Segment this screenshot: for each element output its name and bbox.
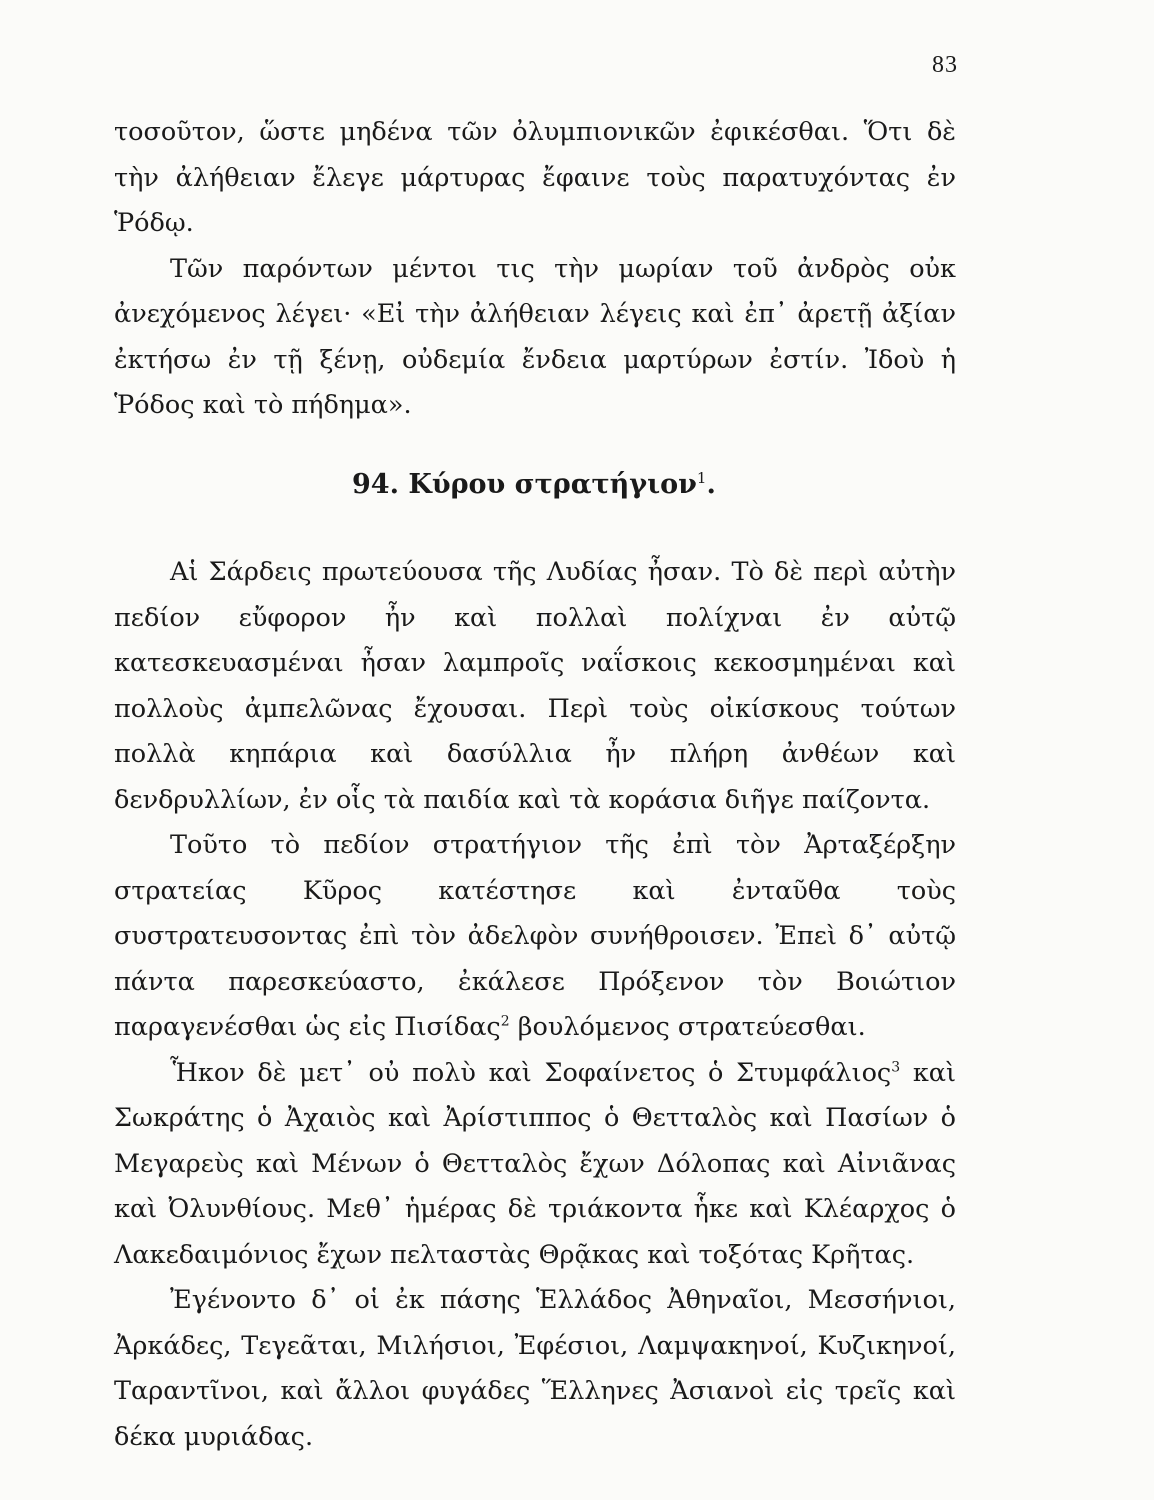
bottom-text-block (114, 550, 956, 1460)
section-heading (352, 458, 716, 505)
paragraph-sardis: Αἱ Σάρδεις πρωτεύουσα τῆς Λυδίας ἦσαν. Τὸ δὲ περὶ αὐτὴν πεδίον εὔφορον ἦν καὶ πολλαὶ πολίχναι ἐν αὐτῷ κατεσκευασμέναι ἦσαν λαμπροῖς ναΐσκοις κεκοσμημέναι καὶ πολλοὺς ἀμπελῶνας ἔχουσαι. Περὶ τοὺς οἰκίσκους τούτων πολλὰ κηπάρια καὶ δασύλλια ἦν πλήρη ἀνθέων καὶ δενδρυλλίων, ἐν οἷς τὰ παιδία καὶ τὰ κοράσια διῆγε παίζοντα. (114, 557, 956, 815)
paragraph-rhodes-reply: Τῶν παρόντων μέντοι τις τὴν μωρίαν τοῦ ἀνδρὸς οὐκ ἀνεχόμενος λέγει· «Εἰ τὴν ἀλήθειαν λέγεις καὶ ἐπ᾽ ἀρετῇ ἀξίαν ἐκτήσω ἐν τῇ ξένῃ, οὐδεμία ἔνδεια μαρτύρων ἐστίν. Ἰδοὺ ἡ Ῥόδος καὶ τὸ πήδημα». (114, 253, 956, 420)
section-heading-text: 94. Κύρου στρατήγιον (352, 469, 697, 500)
footnote-mark-2: 2 (500, 1013, 510, 1030)
footnote-mark-3: 3 (891, 1059, 901, 1075)
paragraph-generals (114, 1051, 956, 1279)
top-text-block (114, 110, 956, 429)
paragraph-generals-text-a: Ἧκον δὲ μετ᾽ οὐ πολὺ καὶ Σοφαίνετος ὁ Στυμφάλιος (170, 1057, 892, 1088)
page-number: 83 (932, 52, 958, 78)
paragraph-generals-text-b: καὶ Σωκράτης ὁ Ἀχαιὸς καὶ Ἀρίστιππος ὁ Θετταλὸς καὶ Πασίων ὁ Μεγαρεὺς καὶ Μένων ὁ Θετταλὸς ἔχων Δόλοπας καὶ Αἰνιᾶνας καὶ Ὀλυνθίους. Μεθ᾽ ἡμέρας δὲ τριάκοντα ἧκε καὶ Κλέαρχος ὁ Λακεδαιμόνιος ἔχων πελταστὰς Θρᾷκας καὶ τοξότας Κρῆτας. (114, 1057, 956, 1270)
paragraph-cyrus-camp-text-b: βουλόμενος στρατεύεσθαι. (509, 1012, 866, 1042)
heading-footnote-mark: 1 (696, 469, 707, 487)
paragraph-continued: τοσοῦτον, ὥστε μηδένα τῶν ὀλυμπιονικῶν ἐφικέσθαι. Ὅτι δὲ τὴν ἀλήθειαν ἔλεγε μάρτυρας ἔφαινε τοὺς παρατυχόντας ἐν Ῥόδῳ. (114, 117, 956, 238)
paragraph-cyrus-camp-text-a: Τοῦτο τὸ πεδίον στρατήγιον τῆς ἐπὶ τὸν Ἀρταξέρξην στρατείας Κῦρος κατέστησε καὶ ἐνταῦθα τοὺς συστρατευσοντας ἐπὶ τὸν ἀδελφὸν συνήθροισεν. Ἐπεὶ δ᾽ αὐτῷ πάντα παρεσκεύαστο, ἐκάλεσε Πρόξενον τὸν Βοιώτιον παραγενέσθαι ὡς εἰς Πισίδας (114, 830, 956, 1042)
paragraph-mercenaries: Ἐγένοντο δ᾽ οἱ ἐκ πάσης Ἑλλάδος Ἀθηναῖοι, Μεσσήνιοι, Ἀρκάδες, Τεγεᾶται, Μιλήσιοι, Ἐφέσιοι, Λαμψακηνοί, Κυζικηνοί, Ταραντῖνοι, καὶ ἄλλοι φυγάδες Ἕλληνες Ἀσιανοὶ εἰς τρεῖς καὶ δέκα μυριάδας. (114, 1285, 956, 1452)
heading-end-mark: . (706, 469, 716, 500)
paragraph-cyrus-camp (114, 823, 956, 1051)
